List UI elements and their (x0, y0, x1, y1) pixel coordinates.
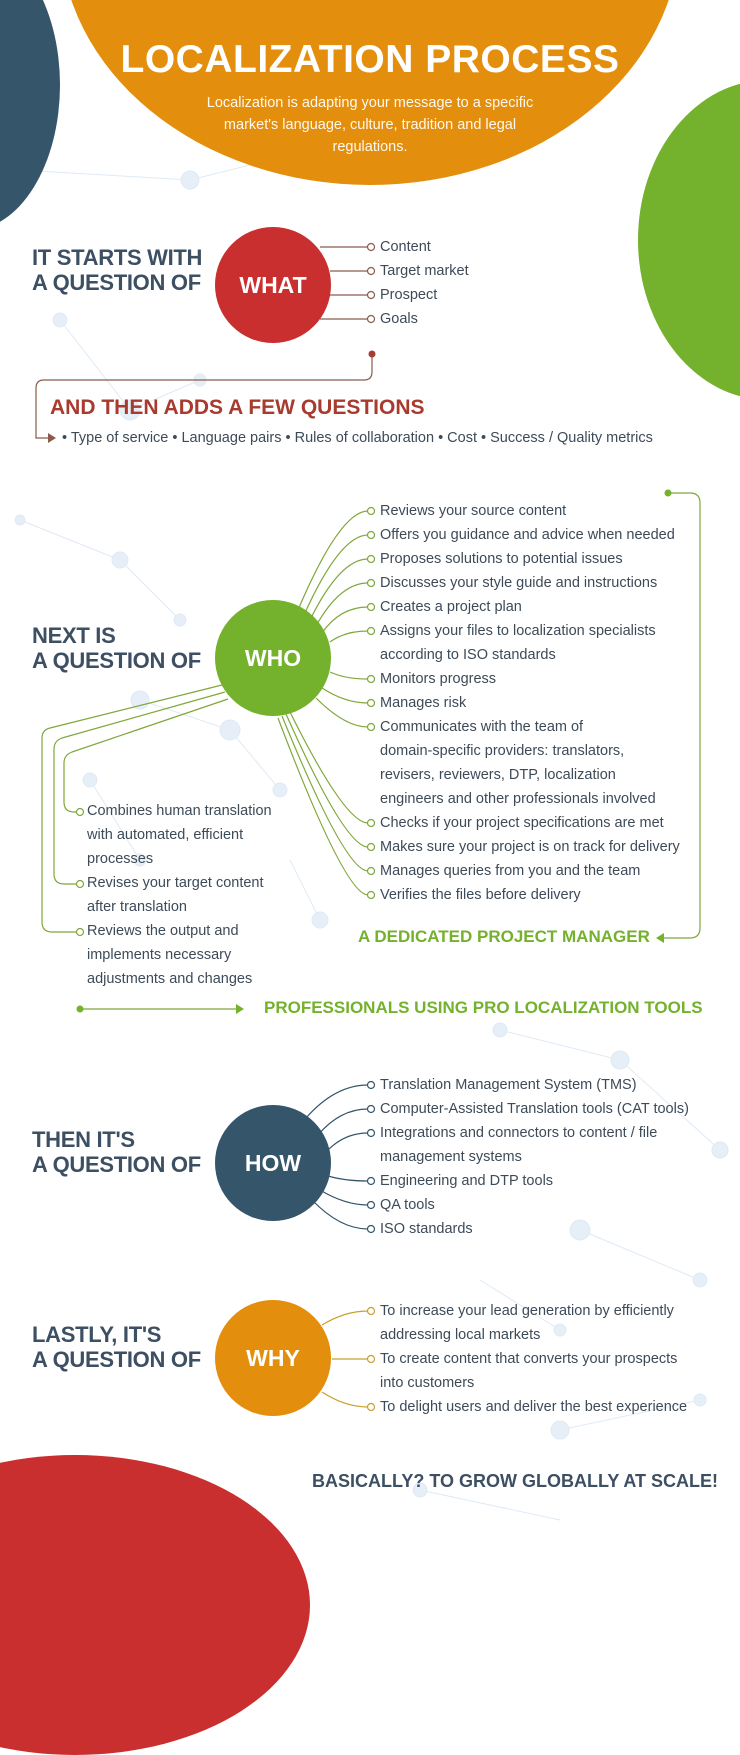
pm-item: Verifies the files before delivery (380, 887, 581, 903)
pm-item: Makes sure your project is on track for delivery (380, 839, 680, 855)
pm-item: Proposes solutions to potential issues (380, 551, 623, 567)
page-subtitle: Localization is adapting your message to a specific market's language, culture, tradition and legal regulations. (206, 95, 534, 155)
who-heading: NEXT IS A QUESTION OF (32, 623, 201, 673)
pm-item: Monitors progress (380, 671, 497, 687)
what-circle: WHAT (215, 227, 331, 343)
why-item: addressing local markets (380, 1327, 541, 1343)
pm-item: Offers you guidance and advice when needed (380, 527, 675, 543)
what-item: Target market (380, 263, 469, 279)
pm-item: Creates a project plan (380, 599, 522, 615)
pro-item: Reviews the output and (87, 923, 239, 939)
pm-item: revisers, reviewers, DTP, localization (380, 767, 616, 783)
pm-item: Manages queries from you and the team (380, 863, 641, 879)
pro-item: Combines human translation (87, 803, 272, 819)
how-item: management systems (380, 1149, 522, 1165)
page-title: LOCALIZATION PROCESS (120, 38, 620, 81)
what-heading: IT STARTS WITH A QUESTION OF (32, 245, 203, 295)
how-item: Engineering and DTP tools (380, 1173, 554, 1189)
pro-label: PROFESSIONALS USING PRO LOCALIZATION TOOLS (264, 998, 703, 1017)
why-item: To increase your lead generation by efficiently (380, 1303, 674, 1319)
pm-item: Manages risk (380, 695, 467, 711)
why-heading: LASTLY, IT'S A QUESTION OF (32, 1322, 201, 1372)
pm-item: Checks if your project specifications are met (380, 815, 664, 831)
how-item: ISO standards (380, 1221, 473, 1237)
what-item: Content (380, 239, 431, 255)
how-circle: HOW (215, 1105, 331, 1221)
pm-item: Assigns your files to localization specialists (380, 623, 656, 639)
how-item: Computer-Assisted Translation tools (CAT tools) (380, 1101, 689, 1117)
why-item: To delight users and deliver the best experience (380, 1399, 688, 1415)
few-questions-list: • Type of service • Language pairs • Rules of collaboration • Cost • Success / Quality metrics (62, 430, 653, 446)
pro-item: adjustments and changes (87, 971, 253, 987)
how-item: Translation Management System (TMS) (380, 1077, 637, 1093)
pm-item: Reviews your source content (380, 503, 567, 519)
why-circle: WHY (215, 1300, 331, 1416)
why-item: into customers (380, 1375, 475, 1391)
pm-item: domain-specific providers: translators, (380, 743, 625, 759)
pm-label: A DEDICATED PROJECT MANAGER (358, 927, 650, 946)
pro-item: with automated, efficient (87, 827, 244, 843)
why-item: To create content that converts your prospects (380, 1351, 678, 1367)
pm-item: Discusses your style guide and instructions (380, 575, 658, 591)
pro-item: implements necessary (87, 947, 232, 963)
pm-item: engineers and other professionals involved (380, 791, 656, 807)
how-heading: THEN IT'S A QUESTION OF (32, 1127, 201, 1177)
how-item: Integrations and connectors to content / file (380, 1125, 658, 1141)
how-item: QA tools (380, 1197, 435, 1213)
few-questions-title: AND THEN ADDS A FEW QUESTIONS (50, 396, 425, 419)
pro-item: Revises your target content (87, 875, 264, 891)
what-item: Goals (380, 311, 418, 327)
pm-item: according to ISO standards (380, 647, 556, 663)
footer-tagline: BASICALLY? TO GROW GLOBALLY AT SCALE! (312, 1471, 719, 1491)
pro-item: after translation (87, 899, 187, 915)
what-item: Prospect (380, 287, 438, 303)
pro-item: processes (87, 851, 154, 867)
pm-item: Communicates with the team of (380, 719, 584, 735)
who-circle: WHO (215, 600, 331, 716)
